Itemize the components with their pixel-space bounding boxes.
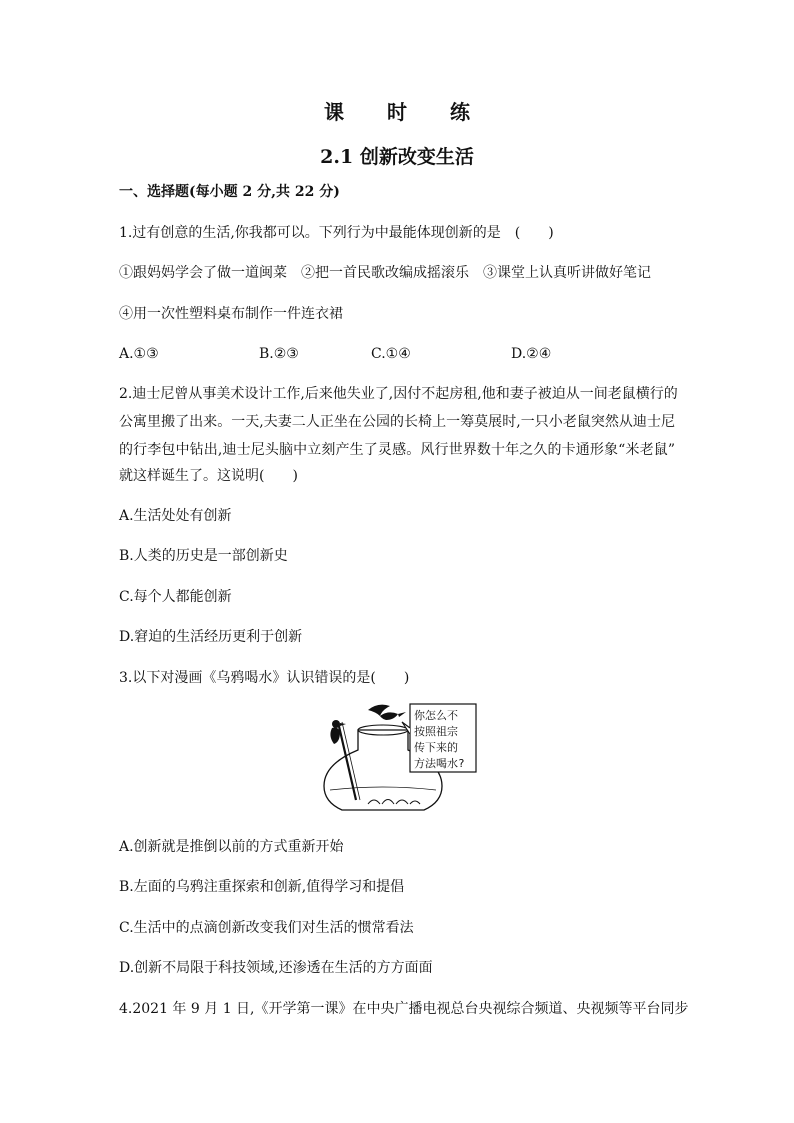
q2-stem-line4: 就这样诞生了。这说明( ) [119,468,298,484]
q3-stem: 3.以下对漫画《乌鸦喝水》认识错误的是( ) [119,670,410,686]
q3-option-d: D.创新不局限于科技领域,还渗透在生活的方方面面 [119,960,433,976]
left-crow-head [332,720,340,728]
q3-option-c: C.生活中的点滴创新改变我们对生活的惯常看法 [119,920,414,936]
pebbles [368,800,420,805]
q2-stem-line3: 的行李包中钻出,迪士尼头脑中立刻产生了灵感。风行世界数十年之久的卡通形象“米老鼠” [119,442,675,458]
lesson-title: 2.1 创新改变生活 [320,146,474,168]
page-title: 课 时 练 [324,100,488,124]
q3-option-b: B.左面的乌鸦注重探索和创新,值得学习和提倡 [119,879,405,895]
q2-option-d: D.窘迫的生活经历更利于创新 [119,629,303,645]
q1-option-a: A.①③ [119,346,159,362]
bubble-line-3: 传下来的 [414,741,458,754]
right-crow-body [380,712,398,720]
bubble-line-2: 按照祖宗 [414,725,458,738]
q1-option-d: D.②④ [511,346,552,362]
q1-items-line1: ①跟妈妈学会了做一道闽菜 ②把一首民歌改编成摇滚乐 ③课堂上认真听讲做好笔记 [119,265,651,281]
q1-option-b: B.②③ [259,346,299,362]
right-crow-beak [398,712,406,717]
water-line [330,787,436,790]
q2-option-c: C.每个人都能创新 [119,589,232,605]
q2-stem-line2: 公寓里搬了出来。一天,夫妻二人正坐在公园的长椅上一筹莫展时,一只小老鼠突然从迪士尼 [119,414,675,430]
q4-stem: 4.2021 年 9 月 1 日,《开学第一课》在中央广播电视总台央视综合频道、央视频等平台同步 [119,1001,689,1017]
q2-option-a: A.生活处处有创新 [119,508,232,524]
q1-stem: 1.过有创意的生活,你我都可以。下列行为中最能体现创新的是 ( ) [119,225,554,241]
left-crow-body [330,728,340,745]
bubble-line-4: 方法喝水? [414,757,465,770]
q1-option-c: C.①④ [371,346,411,362]
bubble-line-1: 你怎么不 [414,709,458,722]
q2-option-b: B.人类的历史是一部创新史 [119,548,288,564]
crow-cartoon-figure [318,702,480,818]
q2-stem-line1: 2.迪士尼曾从事美术设计工作,后来他失业了,因付不起房租,他和妻子被迫从一间老鼠横行的 [119,386,678,402]
q1-items-line2: ④用一次性塑料桌布制作一件连衣裙 [119,306,343,322]
q3-option-a: A.创新就是推倒以前的方式重新开始 [119,839,344,855]
section-heading: 一、选择题(每小题 2 分,共 22 分) [119,184,340,200]
